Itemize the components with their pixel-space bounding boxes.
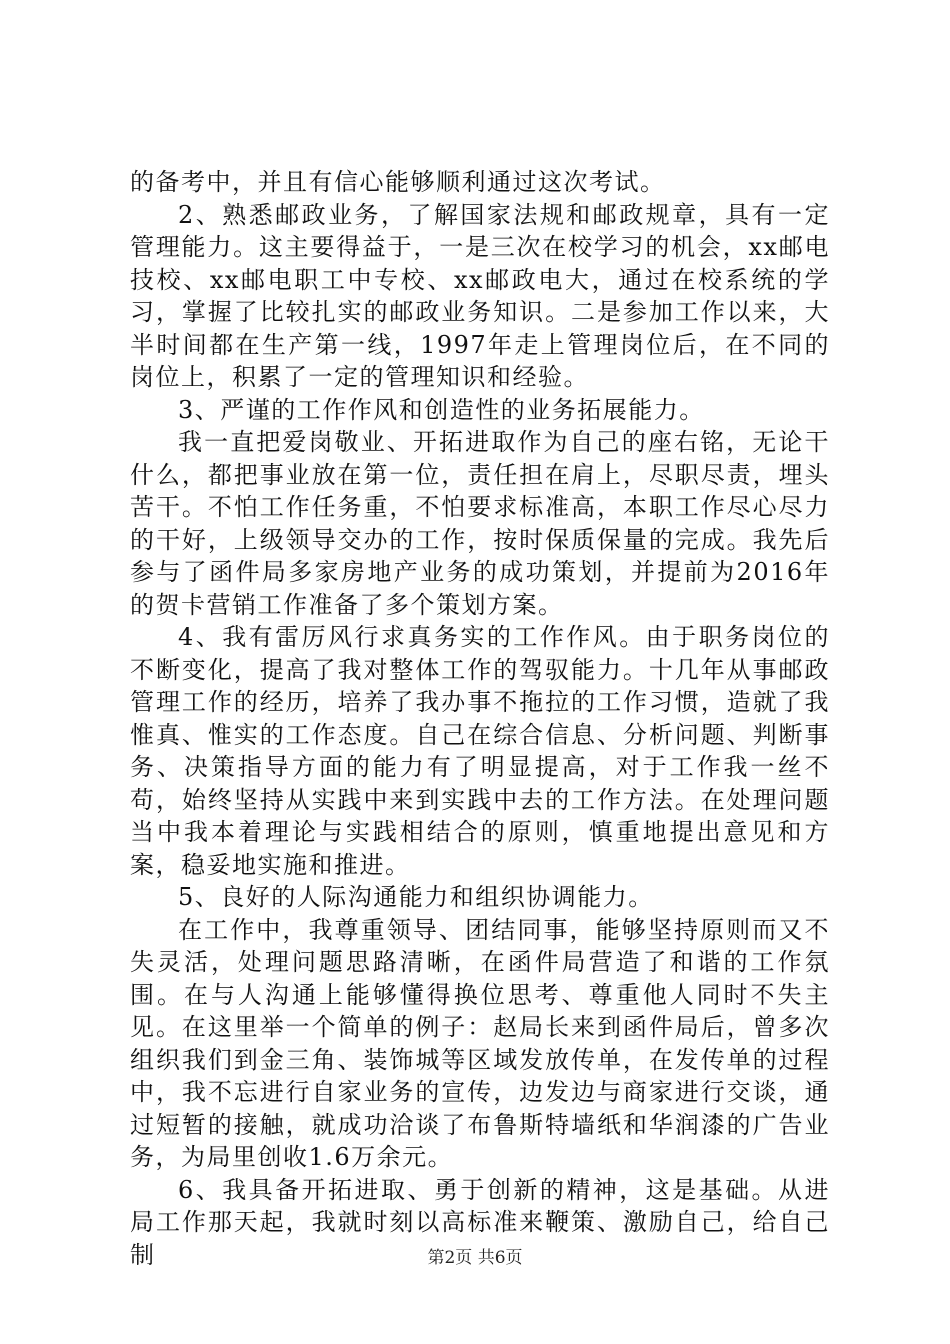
document-body	[130, 166, 830, 1271]
paragraph-2: 2、熟悉邮政业务，了解国家法规和邮政规章，具有一定管理能力。这主要得益于，一是三次在校学习的机会，xx邮电技校、xx邮电职工中专校、xx邮政电大，通过在校系统的学习，掌握了比较扎实的邮政业务知识。二是参加工作以来，大半时间都在生产第一线，1997年走上管理岗位后，在不同的岗位上，积累了一定的管理知识和经验。	[130, 200, 830, 391]
paragraph-3: 3、严谨的工作作风和创造性的业务拓展能力。	[178, 395, 705, 424]
paragraph-7: 在工作中，我尊重领导、团结同事，能够坚持原则而又不失灵活，处理问题思路清晰，在函件局营造了和谐的工作氛围。在与人沟通上能够懂得换位思考、尊重他人同时不失主见。在这里举一个简单的例子：赵局长来到函件局后，曾多次组织我们到金三角、装饰城等区域发放传单，在发传单的过程中，我不忘进行自家业务的宣传，边发边与商家进行交谈，通过短暂的接触，就成功洽谈了布鲁斯特墙纸和华润漆的广告业务，为局里创收1.6万余元。	[130, 915, 830, 1171]
page-footer: 第2页 共6页	[427, 1248, 523, 1268]
paragraph-4: 我一直把爱岗敬业、开拓进取作为自己的座右铭，无论干什么，都把事业放在第一位，责任担在肩上，尽职尽责，埋头苦干。不怕工作任务重，不怕要求标准高，本职工作尽心尽力的干好，上级领导交办的工作，按时保质保量的完成。我先后参与了函件局多家房地产业务的成功策划，并提前为2016年的贺卡营销工作准备了多个策划方案。	[130, 428, 830, 619]
paragraph-6: 5、良好的人际沟通能力和组织协调能力。	[178, 883, 654, 911]
paragraph-8: 6、我具备开拓进取、勇于创新的精神，这是基础。从进局工作那天起，我就时刻以高标准来鞭策、激励自己，给自己制	[130, 1175, 830, 1269]
paragraph-5: 4、我有雷厉风行求真务实的工作作风。由于职务岗位的不断变化，提高了我对整体工作的驾驭能力。十几年从事邮政管理工作的经历，培养了我办事不拖拉的工作习惯，造就了我惟真、惟实的工作态度。自己在综合信息、分析问题、判断事务、决策指导方面的能力有了明显提高，对于工作我一丝不苟，始终坚持从实践中来到实践中去的工作方法。在处理问题当中我本着理论与实践相结合的原则，慎重地提出意见和方案，稳妥地实施和推进。	[130, 623, 830, 879]
paragraph-1: 的备考中，并且有信心能够顺利通过这次考试。	[130, 168, 666, 196]
